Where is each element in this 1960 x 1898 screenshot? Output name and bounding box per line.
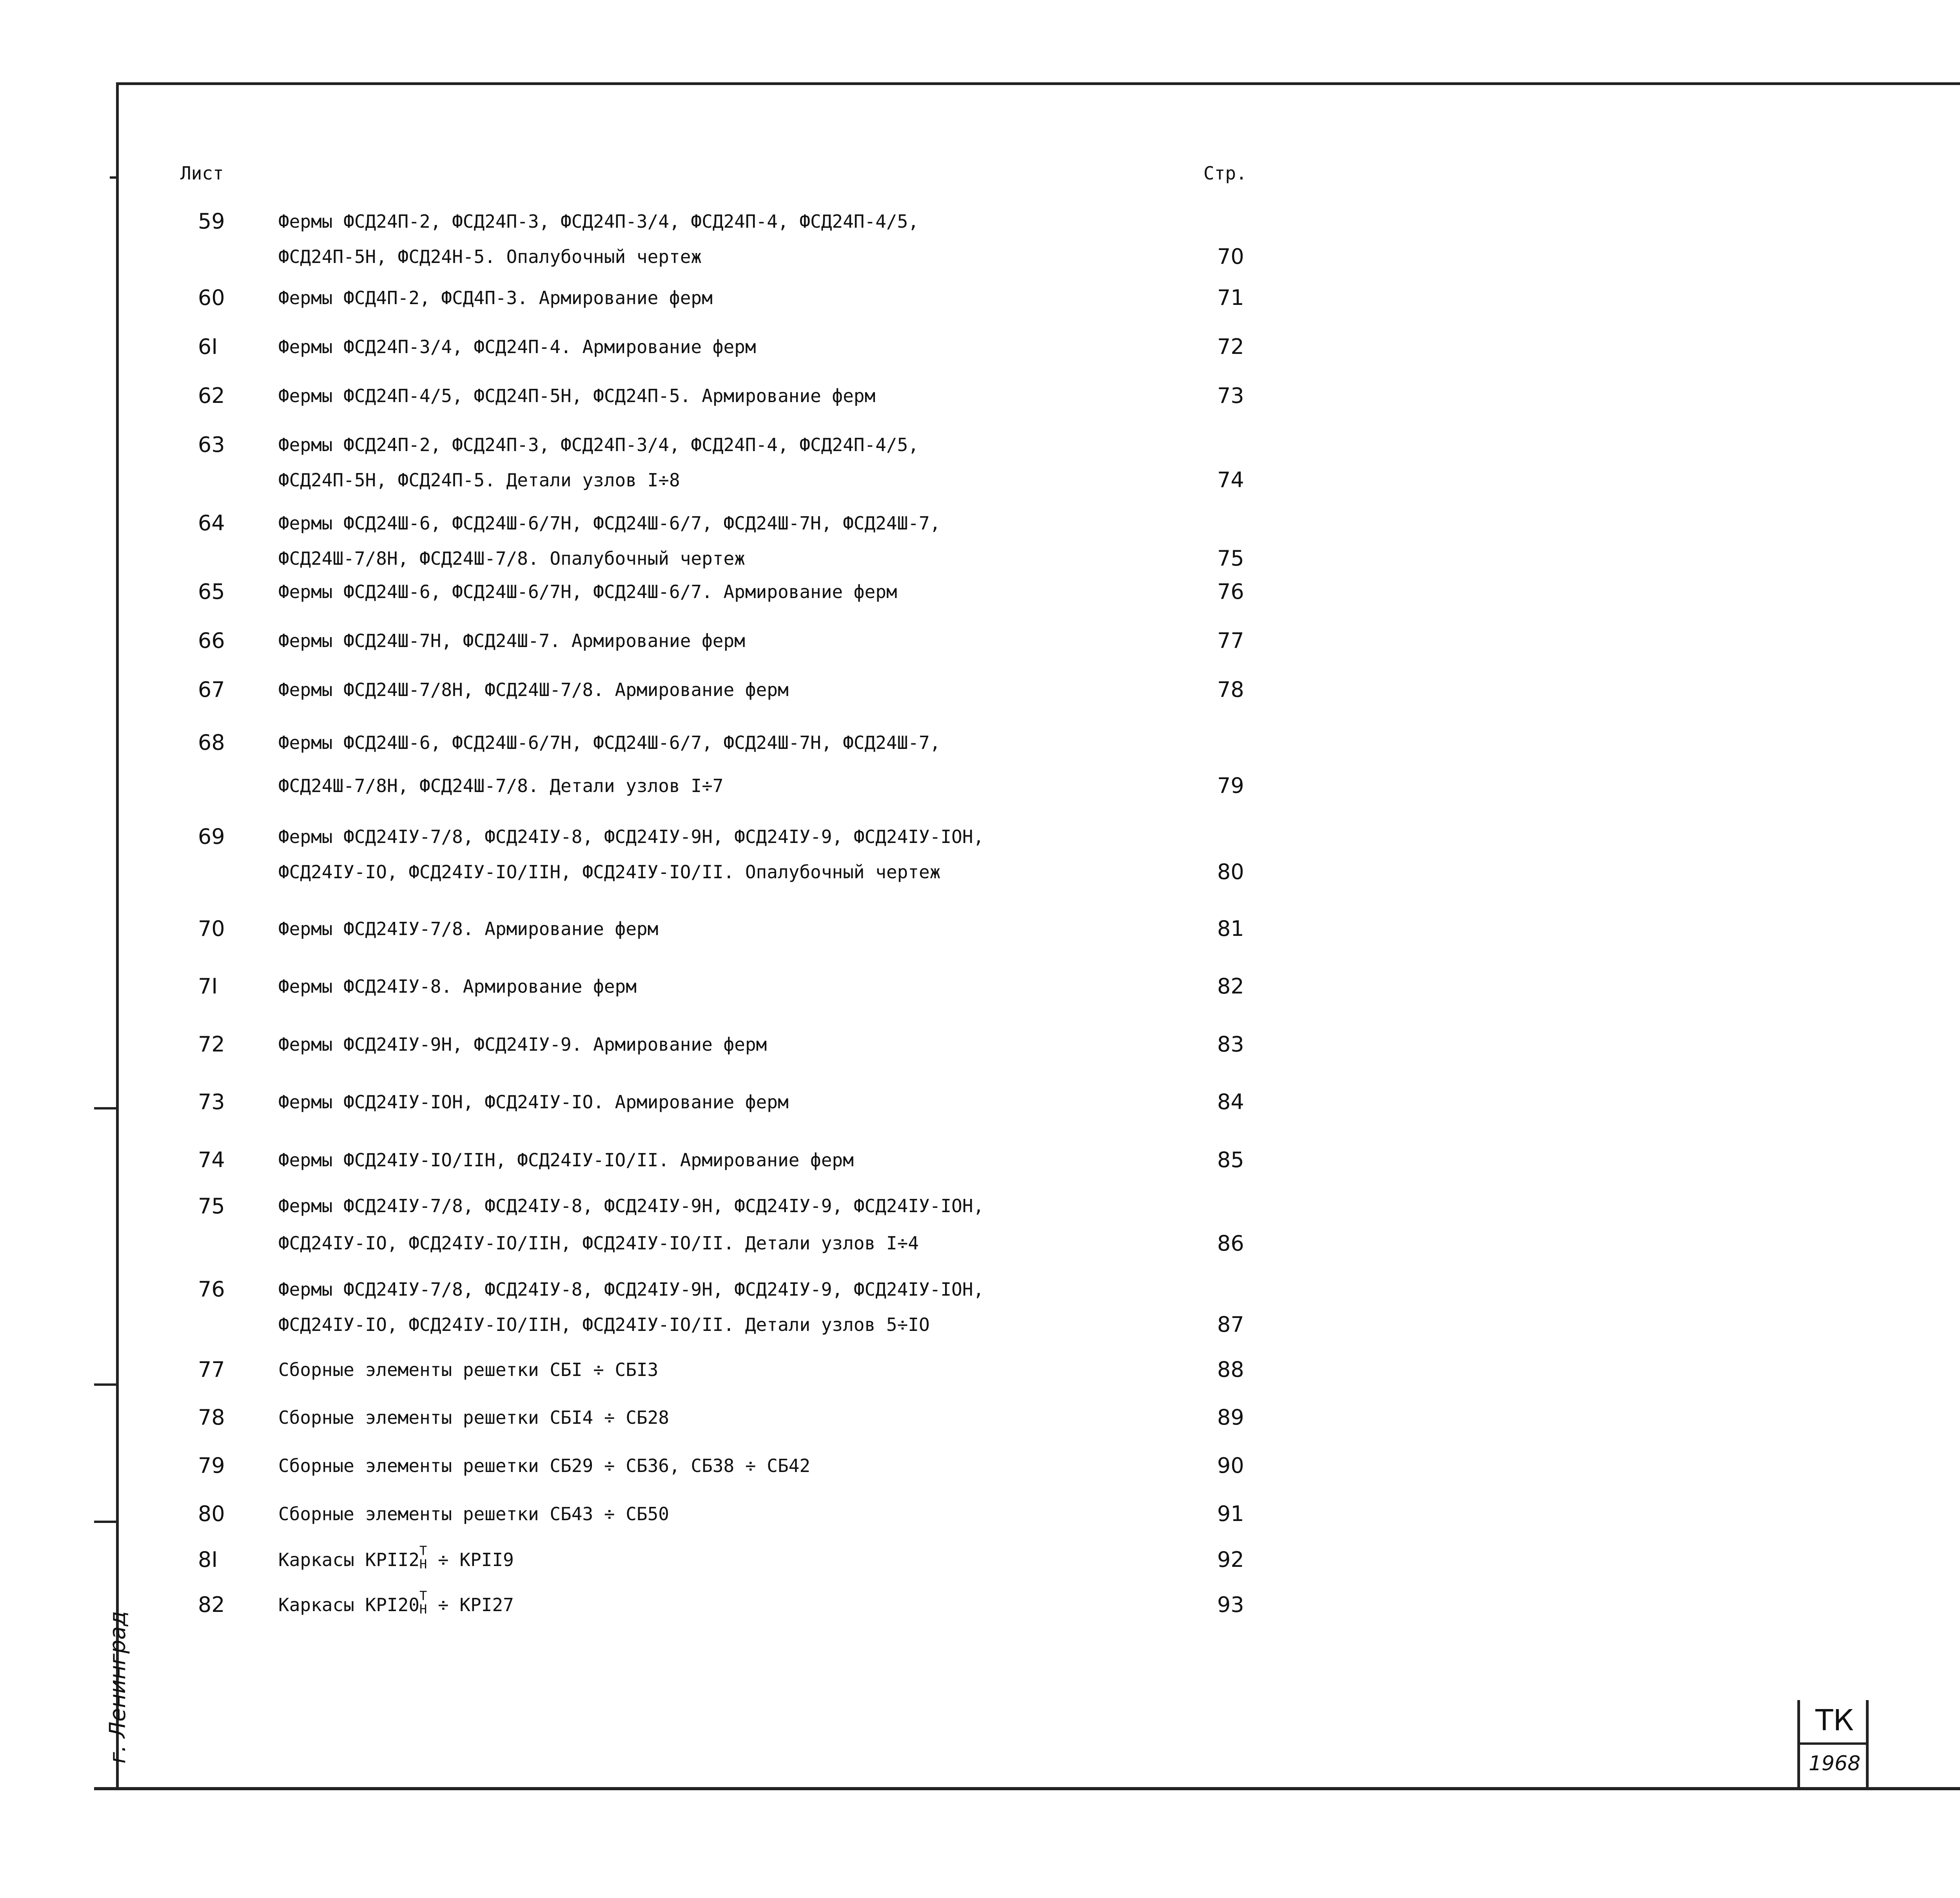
row-page-number: 84 (1217, 1089, 1244, 1114)
row-sheet-number: 68 (198, 730, 225, 755)
year: 1968 (1808, 1752, 1861, 1775)
row-page-number: 92 (1217, 1547, 1244, 1572)
row-description (278, 1542, 514, 1577)
margin-tick (110, 176, 116, 179)
row-description: Фермы ФСД24П-2, ФСД24П-3, ФСД24П-3/4, ФСД24П-4, ФСД24П-4/5, ФСД24П-5Н, ФСД24Н-5. Опалубочный чертеж (278, 211, 919, 267)
row-description: Фермы ФСД24IУ-IОН, ФСД24IУ-IО. Армирование ферм (278, 1091, 789, 1113)
row-page-number: 86 (1217, 1231, 1244, 1256)
city-stamp (97, 1552, 131, 1771)
row-sheet-number: 59 (198, 209, 225, 234)
row-sheet-number: 6I (198, 334, 218, 359)
row-description-subscript: Н (419, 1601, 427, 1617)
row-sheet-number: 72 (198, 1032, 225, 1057)
row-sheet-number: 75 (198, 1194, 225, 1218)
row-sheet-number: 70 (198, 916, 225, 941)
row-page-number: 87 (1217, 1312, 1244, 1337)
row-description: Фермы ФСД24Ш-7/8Н, ФСД24Ш-7/8. Армирование ферм (278, 679, 789, 700)
row-description: Фермы ФСД24Ш-6, ФСД24Ш-6/7Н, ФСД24Ш-6/7, ФСД24Ш-7Н, ФСД24Ш-7, ФСД24Ш-7/8Н, ФСД24Ш-7/8. Детали узлов I÷7 (278, 732, 941, 796)
row-page-number: 72 (1217, 334, 1244, 359)
row-page-number: 93 (1217, 1592, 1244, 1617)
row-page-number: 88 (1217, 1357, 1244, 1382)
row-sheet-number: 7I (198, 974, 218, 999)
title-block-divider (1866, 1700, 1869, 1787)
row-description: Фермы ФСД24П-3/4, ФСД24П-4. Армирование ферм (278, 336, 756, 357)
organization-code: ТК (1815, 1704, 1854, 1737)
row-description: Фермы ФСД24IУ-7/8, ФСД24IУ-8, ФСД24IУ-9Н, ФСД24IУ-9, ФСД24IУ-IОН, ФСД24IУ-IО, ФСД24IУ-IО/IIН, ФСД24IУ-IО/II. Детали узлов I÷4 (278, 1195, 984, 1254)
row-sheet-number: 69 (198, 824, 225, 849)
row-page-number: 91 (1217, 1501, 1244, 1526)
row-sheet-number: 65 (198, 579, 225, 604)
row-page-number: 74 (1217, 468, 1244, 492)
row-description: Фермы ФСД24Ш-6, ФСД24Ш-6/7Н, ФСД24Ш-6/7. Армирование ферм (278, 581, 897, 602)
column-header-sheet: Лист (180, 163, 224, 184)
row-description: Сборные элементы решетки СБ29 ÷ СБ36, СБ38 ÷ СБ42 (278, 1455, 811, 1476)
row-page-number: 90 (1217, 1453, 1244, 1478)
city-stamp-text: г. Ленинград (105, 1611, 131, 1764)
margin-tick (94, 1107, 116, 1109)
row-description-text: Каркасы КРI20 (278, 1594, 420, 1615)
row-description: Фермы ФСД24IУ-9Н, ФСД24IУ-9. Армирование ферм (278, 1034, 767, 1055)
row-page-number: 70 (1217, 244, 1244, 269)
row-sheet-number: 67 (198, 677, 225, 702)
row-description: Сборные элементы решетки СБI4 ÷ СБ28 (278, 1407, 669, 1428)
row-description-superscript: Т (419, 1543, 427, 1558)
row-page-number: 77 (1217, 628, 1244, 653)
margin-tick (94, 1521, 116, 1523)
frame-top-border (116, 82, 1960, 85)
document-title (1956, 1707, 1960, 1748)
row-sheet-number: 74 (198, 1148, 225, 1172)
row-page-number: 85 (1217, 1148, 1244, 1172)
row-sheet-number: 80 (198, 1501, 225, 1526)
row-description: Фермы ФСД24IУ-8. Армирование ферм (278, 976, 637, 997)
frame-bottom-border (94, 1787, 1960, 1790)
row-sheet-number: 8I (198, 1547, 218, 1572)
row-description (278, 1587, 514, 1622)
row-page-number: 83 (1217, 1032, 1244, 1057)
column-header-page: Стр. (1203, 163, 1247, 184)
row-sheet-number: 62 (198, 383, 225, 408)
row-sheet-number: 82 (198, 1592, 225, 1617)
row-description: Фермы ФСД24IУ-7/8, ФСД24IУ-8, ФСД24IУ-9Н, ФСД24IУ-9, ФСД24IУ-IОН, ФСД24IУ-IО, ФСД24IУ-IО/IIН, ФСД24IУ-IО/II. Опалубочный чертеж (278, 826, 984, 883)
row-description: Фермы ФСД24IУ-7/8, ФСД24IУ-8, ФСД24IУ-9Н, ФСД24IУ-9, ФСД24IУ-IОН, ФСД24IУ-IО, ФСД24IУ-IО/IIН, ФСД24IУ-IО/II. Детали узлов 5÷IО (278, 1279, 984, 1335)
row-sheet-number: 66 (198, 628, 225, 653)
row-sheet-number: 76 (198, 1277, 225, 1302)
row-description: Фермы ФСД24IУ-7/8. Армирование ферм (278, 918, 659, 939)
row-description: Фермы ФСД24Ш-6, ФСД24Ш-6/7Н, ФСД24Ш-6/7, ФСД24Ш-7Н, ФСД24Ш-7, ФСД24Ш-7/8Н, ФСД24Ш-7/8. Опалубочный чертеж (278, 513, 941, 569)
row-description: Фермы ФСД4П-2, ФСД4П-3. Армирование ферм (278, 287, 713, 308)
row-page-number: 76 (1217, 579, 1244, 604)
row-sheet-number: 79 (198, 1453, 225, 1478)
row-description-text: ÷ КРII9 (427, 1549, 514, 1570)
frame-left-border (116, 82, 119, 1790)
row-description: Фермы ФСД24П-2, ФСД24П-3, ФСД24П-3/4, ФСД24П-4, ФСД24П-4/5, ФСД24П-5Н, ФСД24П-5. Детали узлов I÷8 (278, 434, 919, 491)
row-description: Сборные элементы решетки СБ43 ÷ СБ50 (278, 1503, 669, 1525)
row-description-superscript: Т (419, 1588, 427, 1603)
row-description-text: Каркасы КРII2 (278, 1549, 420, 1570)
row-page-number: 80 (1217, 859, 1244, 884)
row-sheet-number: 78 (198, 1405, 225, 1430)
row-description: Сборные элементы решетки СБI ÷ СБI3 (278, 1359, 659, 1380)
row-description: Фермы ФСД24IУ-IО/IIН, ФСД24IУ-IО/II. Армирование ферм (278, 1149, 854, 1171)
margin-tick (94, 1383, 116, 1386)
row-sheet-number: 63 (198, 432, 225, 457)
row-page-number: 73 (1217, 383, 1244, 408)
row-sheet-number: 77 (198, 1357, 225, 1382)
row-description: Фермы ФСД24П-4/5, ФСД24П-5Н, ФСД24П-5. Армирование ферм (278, 385, 876, 406)
row-sheet-number: 73 (198, 1089, 225, 1114)
row-page-number: 75 (1217, 546, 1244, 571)
row-description-text: ÷ КРI27 (427, 1594, 514, 1615)
row-page-number: 81 (1217, 916, 1244, 941)
row-page-number: 78 (1217, 677, 1244, 702)
row-page-number: 82 (1217, 974, 1244, 999)
row-page-number: 79 (1217, 773, 1244, 798)
row-sheet-number: 60 (198, 285, 225, 310)
row-page-number: 71 (1217, 285, 1244, 310)
row-page-number: 89 (1217, 1405, 1244, 1430)
row-description: Фермы ФСД24Ш-7Н, ФСД24Ш-7. Армирование ферм (278, 630, 745, 651)
row-sheet-number: 64 (198, 511, 225, 535)
row-description-subscript: Н (419, 1556, 427, 1572)
